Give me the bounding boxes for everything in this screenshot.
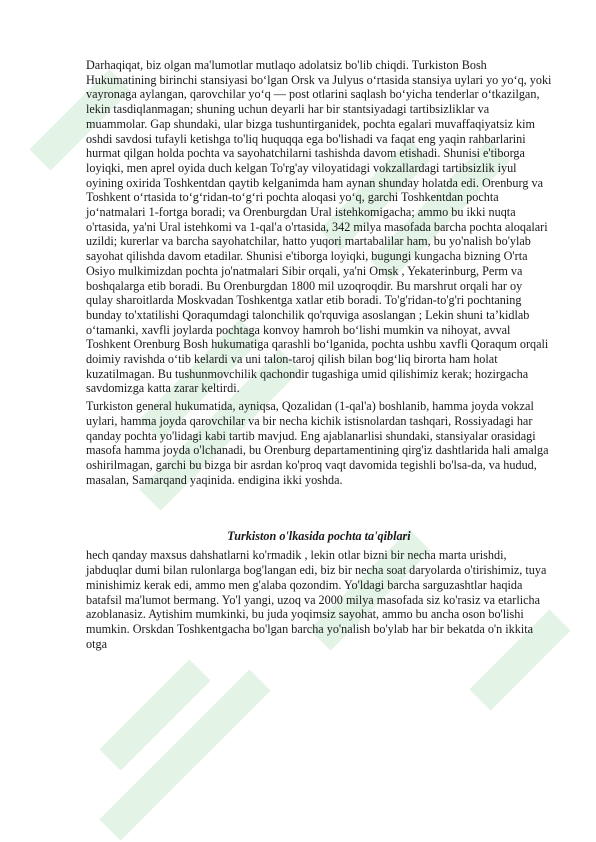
paragraph: Turkiston general hukumatida, ayniqsa, Qozalidan (1-qal'a) boshlanib, hamma joyda vokzal uylari, hamma joyda qarovchilar va bir necha kichik istisnolardan tashqari, Rossiyadagi har qanday pochta yo'lidagi kabi tartib mavjud. Eng ajablanarlisi shundaki, stansiyalar orasidagi masofa hamma joyda o'lchanadi, bu Orenburg departamentining qirg'iz dashtlarida hali amalga oshirilmagan, garchi bu bizga bir asrdan ko'proq vaqt davomida tegishli bo'lsa-da, va hudud, masalan, Samarqand yaqinida. endigina ikki yoshda.: [86, 399, 549, 487]
document-body: [86, 58, 552, 651]
section-title: Turkiston o'lkasida pochta ta'qiblari: [227, 529, 411, 544]
paragraph: Darhaqiqat, biz olgan ma'lumotlar mutlaqo adolatsiz bo'lib chiqdi. Turkiston Bosh Hukumatining birinchi stansiyasi bo‘lgan Orsk va Julyus o‘rtasida stansiya uylari yo yo‘q, yoki vayronaga aylangan, qarovchilar yo‘q — post otlarini saqlash bo‘yicha tenderlar o‘tkazilgan, lekin tasdiqlanmagan; shuning uchun deyarli har bir stantsiyadagi tartibsizliklar va muammolar. Gap shundaki, ular bizga tushuntirganidek, pochta egalari muvaffaqiyatsiz kim oshdi savdosi tufayli ketishga to'liq huquqqa ega bo'lishadi va faqat eng yaqin rahbarlarini hurmat qilgan holda pochta va sayohatchilarni tashishda davom etishadi. Shunisi e'tiborga loyiqki, men aprel oyida duch kelgan To'rg'ay viloyatidagi vokzallardagi tartibsizlik iyul oyining oxirida Toshkentdan qaytib kelganimda ham aynan shunday holatda edi. Orenburg va Toshkent o‘rtasida to‘g‘ridan-to‘g‘ri pochta aloqasi yo‘q, garchi Toshkentdan pochta jo‘natmalari 1-fortga boradi; va Orenburgdan Ural istehkomigacha; ammo bu ikki nuqta o'rtasida, ya'ni Ural istehkomi va 1-qal'a o'rtasida, 342 milya masofada barcha pochta aloqalari uzildi; kurerlar va barcha sayohatchilar, hatto yuqori martabalilar ham, bu yo'nalish bo'ylab sayohat qilishda davom etadilar. Shunisi e'tiborga loyiqki, bugungi kungacha bizning O'rta Osiyo mulkimizdan pochta jo'natmalari Sibir orqali, ya'ni Omsk , Yekaterinburg, Perm va boshqalarga etib boradi. Bu Orenburgdan 1800 mil uzoqroqdir. Bu marshrut orqali har oy qulay sharoitlarda Moskvadan Toshkentga xatlar etib boradi. To'g'ridan-to'g'ri pochtaning bunday to'xtatilishi Qoraqumdagi talonchilik qo'rquviga asoslangan ; Lekin shuni ta’kidlab o‘tamanki, xavfli joylarda pochtaga konvoy hamroh bo‘lishi mumkin va nihoyat, avval Toshkent Orenburg Bosh hukumatiga qarashli bo‘lganida, pochta ushbu xavfli Qoraqum orqali doimiy ravishda o‘tib kelardi va uni talon-taroj qilish bilan bog‘liq birorta ham holat kuzatilmagan. Bu tushunmovchilik qachondir tugashiga umid qilishimiz kerak; hozirgacha savdomizga katta zarar keltirdi.: [86, 58, 552, 396]
paragraph: hech qanday maxsus dahshatlarni ko'rmadik , lekin otlar bizni bir necha marta urishdi, jabduqlar dumi bilan rulonlarga bog'langan edi, biz bir necha soat daryolarda o'tirishimiz, tuya minishimiz kerak edi, ammo men g'alaba qozondim. Yo'ldagi barcha sarguzashtlar haqida batafsil ma'lumot bermang. Yo'l yangi, uzoq va 2000 milya masofada siz ko'rasiz va etarlicha azoblanasiz. Aytishim mumkinki, bu juda yoqimsiz sayohat, ammo bu ancha oson bo'lishi mumkin. Orskdan Toshkentgacha bo'lgan barcha yo'nalish bo'ylab har bir bekatda o'n ikkita otga: [86, 548, 547, 651]
